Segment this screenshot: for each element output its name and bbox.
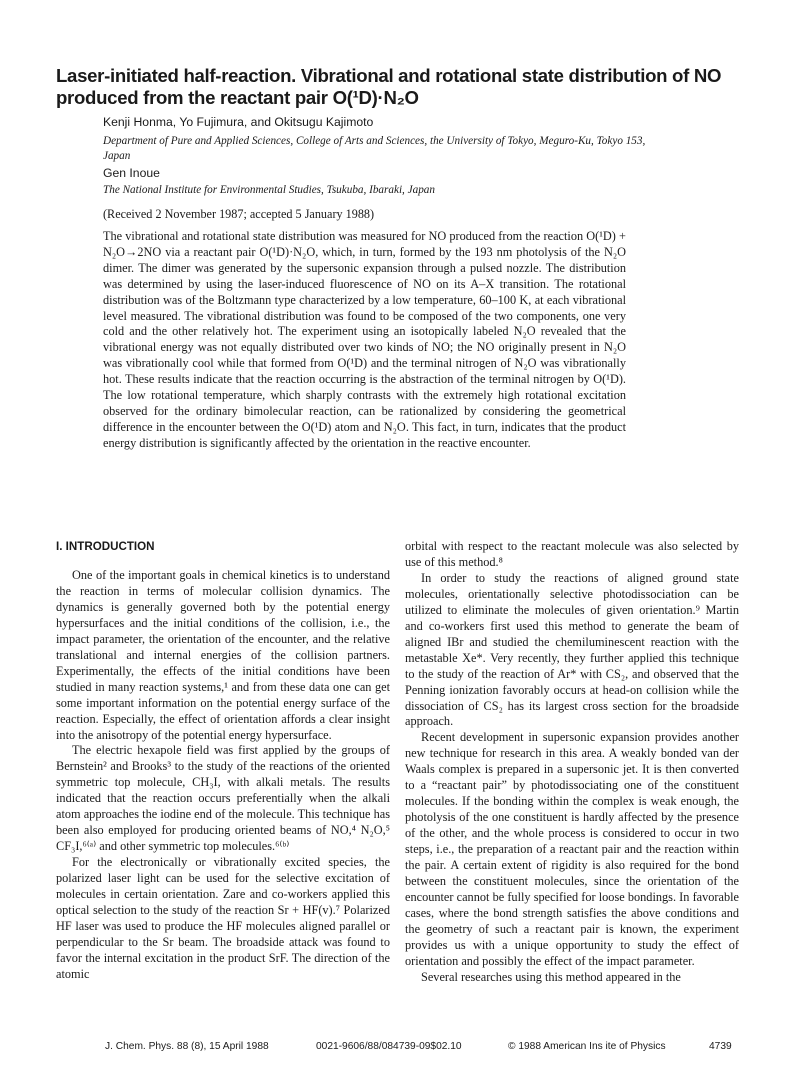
body-paragraph: The electric hexapole field was first applied by the groups of Bernstein² and Brooks³ to the study of the reactions of the oriented symmetric top molecule, CH₃I, with alkali metals. The results indicated that the reaction occurs preferentially when the alkali atom approaches the iodine end of the molecule. This technique has been also employed for producing oriented beams of NO,⁴ N₂O,⁵ CF₃I,⁶⁽ᵃ⁾ and other symmetric top molecules.⁶⁽ᵇ⁾ xyxy=(56,743,390,854)
body-paragraph: For the electronically or vibrationally excited species, the polarized laser light can be used for the selective excitation of molecules in certain orientation. Zare and co-workers applied this optical selection to the study of the reaction Sr + HF(v).⁷ Polarized HF laser was used to produce the HF molecules aligned parallel or perpendicular to the Sr beam. The broadside attack was found to favor the internal excitation in the product SrF. The direction of the atomic xyxy=(56,855,390,981)
secondary-affiliation: The National Institute for Environmental Studies, Tsukuba, Ibaraki, Japan xyxy=(103,184,435,196)
page-footer xyxy=(0,1041,787,1057)
footer-code: 0021-9606/88/084739-09$02.10 xyxy=(316,1041,462,1052)
primary-affiliation: Department of Pure and Applied Sciences, College of Arts and Sciences, the University of Tokyo, Meguro-Ku, Tokyo 153, Japan xyxy=(103,135,646,162)
page-number: 4739 xyxy=(709,1041,732,1052)
left-column xyxy=(56,539,390,983)
body-paragraph: One of the important goals in chemical kinetics is to understand the reaction in terms of molecular collision dynamics. The dynamics is generally governed both by the potential energy hypersurfaces and the initial conditions of the collision, i.e., the impact parameter, the orientation of the encounter, and the relative translational and internal energies of the collision partners. Experimentally, the effects of the initial conditions have been studied in many reaction systems,¹ and from these data one can get some important information on the potential energy surface of the reaction. Especially, the effect of orientation affords a clear insight into the anisotropy of the potential energy hypersurface. xyxy=(56,568,390,742)
body-paragraph: Recent development in supersonic expansion provides another new technique for research in this area. A weakly bonded van der Waals complex is prepared in a supersonic jet. It is then converted to a “reactant pair” by photodissociating one of the constituent molecules. If the bonding within the complex is weak enough, the photolysis of the one constituent is hardly affected by the presence of the other, and the whole process is considered to occur in two steps, i.e., the preparation of a reactant pair and the reaction within the pair. A certain extent of rigidity is also required for the bond between the constituent molecules, since the orientation of the encounter cannot be fully specified for loose bondings. In favorable cases, where the bond strength satisfies the above conditions and the geometry of such a reactant pair is known, the experiment provides us with a unique opportunity to study the effect of orientation and possibly the effect of the impact parameter. xyxy=(405,730,739,968)
body-paragraph: orbital with respect to the reactant molecule was also selected by use of this method.⁸ xyxy=(405,539,739,569)
abstract-text: The vibrational and rotational state distribution was measured for NO produced from the reaction O(¹D) + N₂O→2NO via a reactant pair O(¹D)·N₂O, which, in turn, formed by the 193 nm photolysis of the N₂O dimer. The dimer was generated by the supersonic expansion through a pulsed nozzle. The distribution was determined by using the laser-induced fluorescence of NO on its A–X transition. The rotational distribution was of the Boltzmann type characterized by a low temperature, 60–100 K, at each vibrational level measured. The vibrational distribution was found to be composed of the two components, one very cold and the other relatively hot. The experiment using an isotopically labeled N₂O revealed that the vibrational energy was not equally distributed over two kinds of NO; the NO originally present in N₂O was vibrationally cool while that formed from O(¹D) and the terminal nitrogen of N₂O was vibrationally hot. These results indicate that the reaction occurring is the abstraction of the terminal nitrogen by O(¹D). The low rotational temperature, which sharply contrasts with the extremely high rotational excitation observed for the ordinary bimolecular reaction, can be rationalized by considering the geometrical difference in the encounter between the O(¹D) atom and N₂O. This fact, in turn, indicates that the product energy distribution is significantly affected by the orientation in the reactive encounter. xyxy=(103,229,626,450)
secondary-author: Gen Inoue xyxy=(103,166,160,180)
footer-journal: J. Chem. Phys. 88 (8), 15 April 1988 xyxy=(105,1041,269,1052)
body-paragraph: In order to study the reactions of aligned ground state molecules, orientationally selective photodissociation can be utilized to eliminate the molecules of given orientation.⁹ Martin and co-workers first used this method to generate the beam of aligned IBr and studied the chemiluminescent reaction with the metastable Xe*. Very recently, they further applied this technique to the study of the reaction of Ar* with CS₂, and observed that the Penning ionization favorably occurs at head-on collision while the dissociation of CS₂ has its largest cross section for the broadside approach. xyxy=(405,570,739,729)
received-dates: (Received 2 November 1987; accepted 5 January 1988) xyxy=(103,207,375,221)
article-title: Laser-initiated half-reaction. Vibrational and rotational state distribution of NO produced from the reactant pair O(¹D)·N₂O xyxy=(56,65,722,108)
footer-copyright: © 1988 American Ins ite of Physics xyxy=(508,1041,666,1052)
primary-authors: Kenji Honma, Yo Fujimura, and Okitsugu Kajimoto xyxy=(103,115,374,129)
right-column xyxy=(405,539,739,986)
body-paragraph: Several researches using this method appeared in the xyxy=(421,969,681,984)
section-heading: I. INTRODUCTION xyxy=(56,540,155,553)
abstract xyxy=(103,229,626,452)
